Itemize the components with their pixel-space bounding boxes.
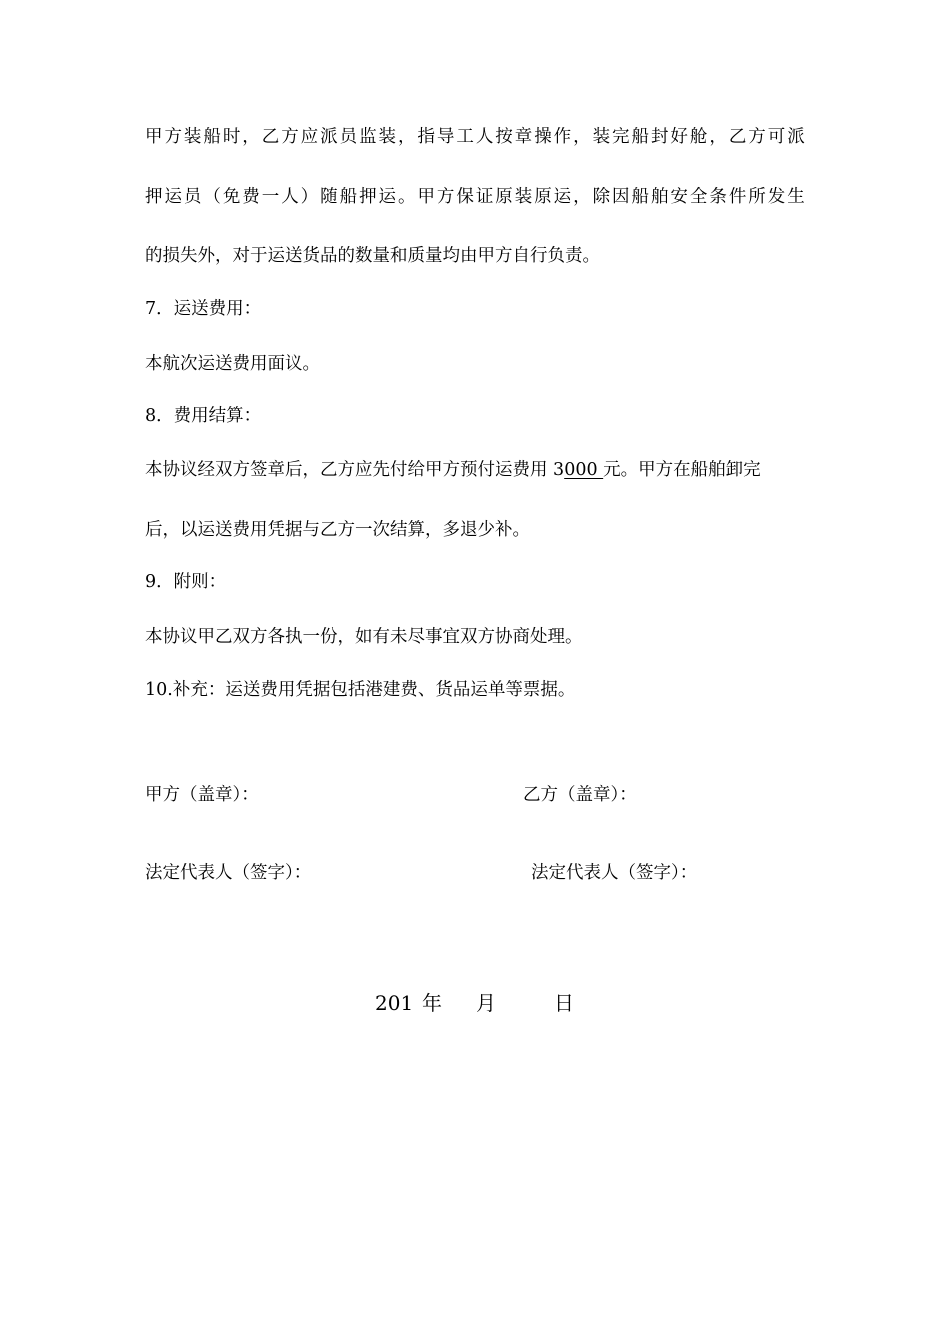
date-month-unit: 月 bbox=[476, 991, 496, 1015]
date-day-unit: 日 bbox=[554, 991, 574, 1015]
section-9-body: 本协议甲乙双方各执一份，如有未尽事宜双方协商处理。 bbox=[145, 627, 583, 647]
section-8-text-after-amount: 元。甲方在船舶卸完 bbox=[603, 460, 761, 480]
party-b-seal-label: 乙方（盖章）： bbox=[523, 785, 637, 805]
section-8-body-line-2: 后，以运送费用凭据与乙方一次结算，多退少补。 bbox=[145, 520, 530, 540]
section-7-body: 本航次运送费用面议。 bbox=[145, 354, 320, 374]
paragraph-loading-line-3: 的损失外，对于运送货品的数量和质量均由甲方自行负责。 bbox=[145, 246, 600, 266]
prepaid-amount: 000 bbox=[564, 460, 604, 480]
section-8-body-line-1 bbox=[145, 459, 761, 481]
date-year-unit: 年 bbox=[422, 991, 442, 1015]
party-a-seal-label: 甲方（盖章）： bbox=[145, 785, 259, 805]
section-8-heading: 8．费用结算： bbox=[145, 406, 262, 426]
date-year: 201 bbox=[375, 991, 414, 1015]
paragraph-loading-line-2: 押运员（免费一人）随船押运。甲方保证原装原运，除因船舶安全条件所发生 bbox=[145, 187, 805, 207]
party-b-representative-label: 法定代表人（签字）： bbox=[531, 863, 698, 883]
party-a-representative-label: 法定代表人（签字）： bbox=[145, 863, 312, 883]
section-8-text-before-amount: 本协议经双方签章后，乙方应先付给甲方预付运费用 3 bbox=[145, 460, 565, 480]
section-7-heading: 7．运送费用： bbox=[145, 299, 262, 319]
section-9-heading: 9．附则： bbox=[145, 572, 227, 592]
paragraph-loading-line-1: 甲方装船时，乙方应派员监装，指导工人按章操作，装完船封好舱，乙方可派 bbox=[145, 127, 805, 147]
section-10-supplement: 10.补充：运送费用凭据包括港建费、货品运单等票据。 bbox=[145, 680, 576, 700]
